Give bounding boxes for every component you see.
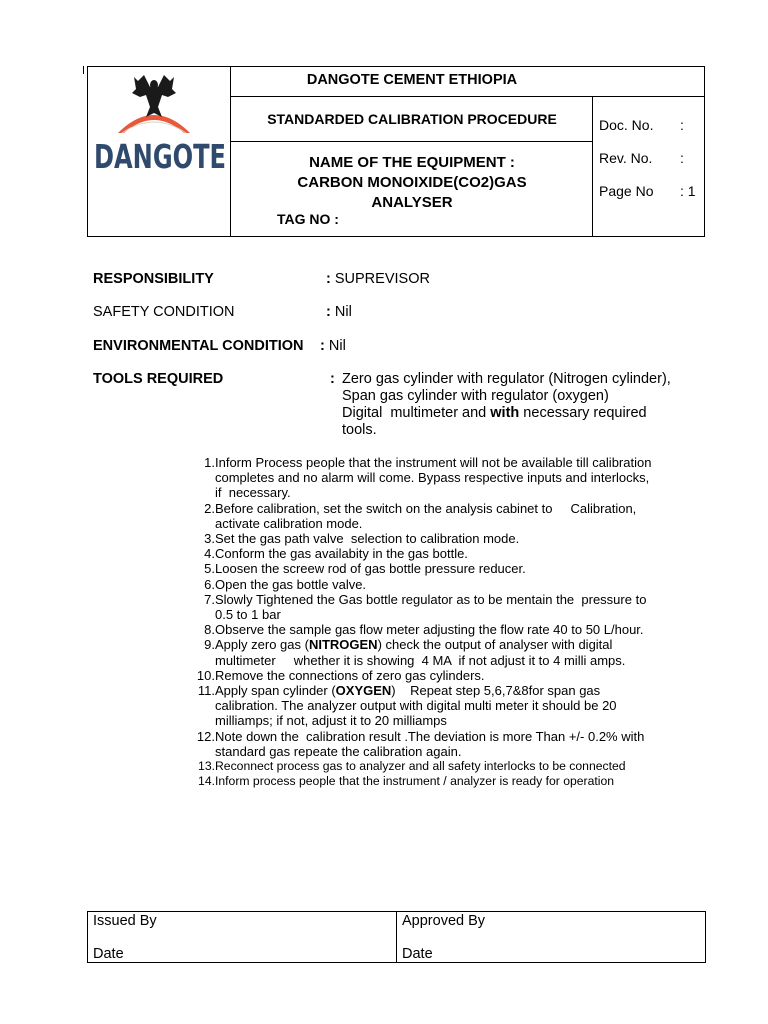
step-line [215,637,699,652]
rev-no-label: Rev. No. [599,150,653,166]
step-item [189,637,699,667]
step-line: Observe the sample gas flow meter adjusting the flow rate 40 to 50 L/hour. [215,622,644,638]
tools-line-3a: Digital multimeter and [342,405,491,421]
page-no-label: Page No [599,183,654,199]
tools-line-3 [342,405,712,422]
step-item [189,729,699,759]
procedure-title: STANDARDED CALIBRATION PROCEDURE [267,111,557,127]
equipment-line-2: CARBON MONOIXIDE(CO2)GAS [297,174,527,191]
signature-table [87,911,706,963]
step-text [215,501,699,531]
step-line: Loosen the screew rod of gas bottle pressure reducer. [215,561,526,577]
environmental-text: Nil [324,338,346,354]
step-line: Remove the connections of zero gas cylinders. [215,667,485,683]
tools-line-2: Span gas cylinder with regulator (oxygen) [342,388,609,404]
safety-value [326,304,352,320]
issued-by-label: Issued By [93,913,157,929]
responsibility-value [326,271,430,287]
step-line: completes and no alarm will come. Bypass respective inputs and interlocks, [215,470,650,486]
environmental-label: ENVIRONMENTAL CONDITION [93,338,304,354]
step-text [215,546,699,561]
page-no-value: : 1 [680,183,696,199]
step-number: 1. [204,455,215,470]
step-number: 11. [197,683,215,699]
step-line: activate calibration mode. [215,515,363,531]
step-line: Conform the gas availabity in the gas bottle. [215,546,468,562]
tools-line-3c: necessary required [519,405,647,421]
responsibility-label: RESPONSIBILITY [93,271,214,287]
step-line: multimeter whether it is showing 4 MA if not adjust it to 4 milli amps. [215,652,626,668]
step-line: Note down the calibration result .The deviation is more Than +/- 0.2% with [215,728,645,744]
equipment-line-3: ANALYSER [371,194,453,211]
tools-label: TOOLS REQUIRED [93,371,224,387]
step-line: Before calibration, set the switch on the analysis cabinet to Calibration, [215,500,637,516]
step-text [215,759,699,774]
step-text [215,561,699,576]
step-text [215,592,699,622]
tools-list [342,371,712,439]
environmental-sep: : [320,338,325,354]
step-number: 12. [196,728,215,744]
step-text [215,531,699,546]
step-number: 5. [204,561,215,577]
environmental-value [320,338,346,354]
step-item [189,577,699,592]
header-row-divider-2 [230,141,592,142]
step-text [215,668,699,683]
safety-sep: : [326,304,331,320]
step-line: 0.5 to 1 bar [215,607,281,623]
responsibility-sep: : [326,271,331,287]
safety-text: Nil [330,304,352,320]
step-text-bold: OXYGEN [335,683,392,699]
step-number: 6. [204,576,215,592]
responsibility-text: SUPREVISOR [330,271,430,287]
tools-sep: : [330,371,335,387]
step-number: 9. [204,637,215,653]
step-line: milliamps; if not, adjust it to 20 milliamps [215,713,447,729]
step-number: 3. [204,531,215,547]
step-line: standard gas repeate the calibration again. [215,743,462,759]
step-text [215,577,699,592]
step-text [215,622,699,637]
step-line [215,683,699,698]
step-item [189,592,699,622]
doc-no-value: : [680,117,684,133]
step-line: Inform Process people that the instrument will not be available till calibration [215,455,652,470]
company-title: DANGOTE CEMENT ETHIOPIA [306,72,518,88]
tools-line-3b: with [490,405,520,421]
step-item [189,668,699,683]
step-line: Inform process people that the instrument / analyzer is ready for operation [215,774,615,789]
step-item [189,759,699,774]
step-number: 7. [204,591,215,607]
tools-line-1: Zero gas cylinder with regulator (Nitrogen cylinder), [342,371,671,387]
doc-no-label: Doc. No. [599,117,654,133]
step-text-pre: Apply zero gas ( [215,637,309,653]
step-item [189,546,699,561]
date-right-label: Date [402,946,433,962]
equipment-name [231,153,593,213]
step-text [215,729,699,759]
step-line: Reconnect process gas to analyzer and all safety interlocks to be connected [215,759,626,774]
step-line: Slowly Tightened the Gas bottle regulator as to be mentain the pressure to [215,591,647,607]
step-item [189,774,699,789]
date-left-label: Date [93,946,124,962]
equipment-line-1: NAME OF THE EQUIPMENT : [309,154,515,171]
corner-mark [83,66,84,74]
rev-no-value: : [680,150,684,166]
step-line: if necessary. [215,485,291,501]
step-text-post: ) Repeat step 5,6,7&8for span gas [391,683,601,699]
step-line: Open the gas bottle valve. [215,576,367,592]
tag-no: TAG NO : [277,211,339,227]
step-text [215,774,699,789]
step-line: Set the gas path valve selection to calibration mode. [215,531,520,547]
step-number: 10. [196,667,215,683]
step-item [189,531,699,546]
step-number: 14. [198,774,215,789]
step-text [215,455,699,501]
step-text-bold: NITROGEN [308,637,378,653]
procedure-steps [189,455,699,789]
step-item [189,683,699,729]
header-row-divider [230,96,705,97]
step-number: 4. [204,546,215,562]
step-text-pre: Apply span cylinder ( [215,683,336,699]
svg-text:DANGOTE: DANGOTE [94,137,226,176]
step-text [215,637,699,667]
step-line: calibration. The analyzer output with digital multi meter it should be 20 [215,698,617,714]
company-logo [88,67,231,236]
safety-label: SAFETY CONDITION [93,304,235,320]
step-item [189,561,699,576]
step-number: 8. [204,622,215,638]
step-item [189,622,699,637]
step-text [215,683,699,729]
tools-line-4: tools. [342,422,377,438]
dangote-logo-icon [88,67,231,177]
signature-divider [396,912,397,962]
step-item [189,501,699,531]
approved-by-label: Approved By [402,913,486,929]
step-number: 13. [198,759,215,774]
step-number: 2. [204,500,215,516]
step-item [189,455,699,501]
step-text-post: ) check the output of analyser with digital [377,637,613,653]
